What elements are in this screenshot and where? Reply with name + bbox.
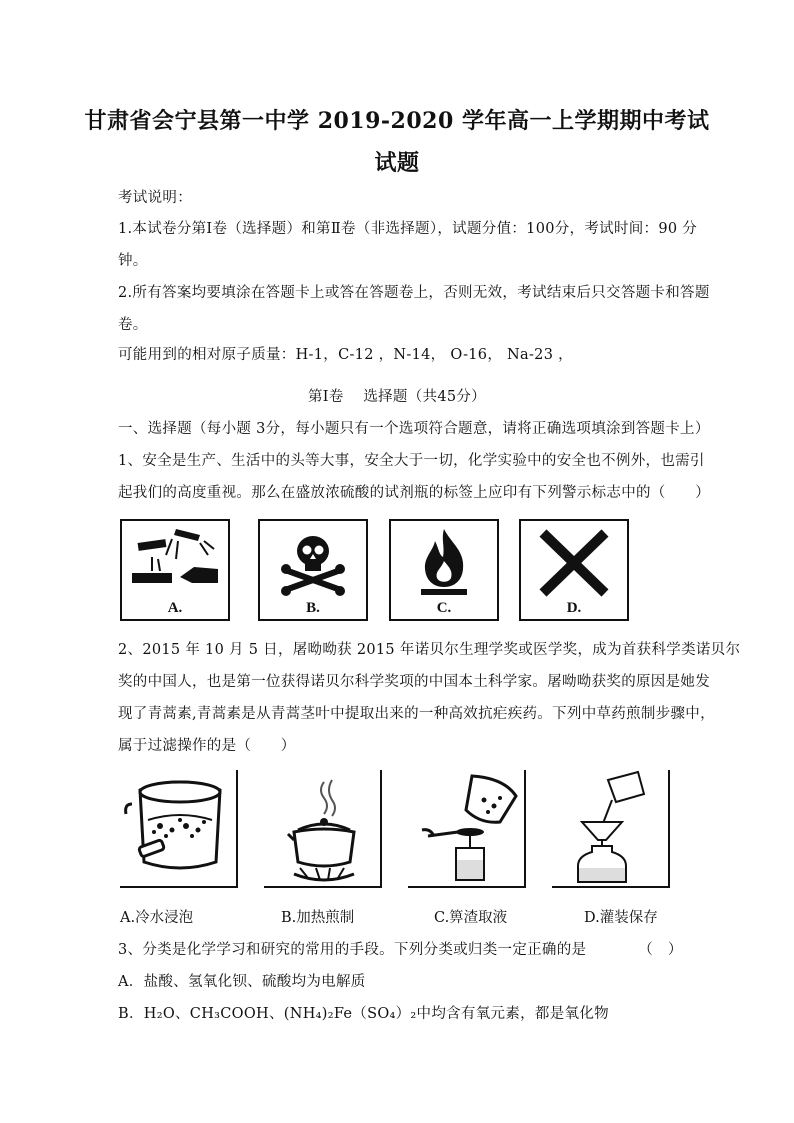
instructions-heading: 考试说明： [118, 190, 192, 206]
question-2-line1: 2、2015 年 10 月 5 日，屠呦呦获 2015 年诺贝尔生理学奖或医学奖，成为首获科学类诺贝尔 [118, 642, 741, 658]
option-c-label: C. [436, 600, 452, 616]
step-b-frame [264, 770, 382, 888]
atomic-masses: 可能用到的相对原子质量：H-1，C-12 ，N-14， O-16， Na-23 ， [118, 347, 573, 363]
step-d-frame [552, 770, 670, 888]
step-b-caption: B.加热煎制 [281, 910, 355, 926]
option-c-hazard[interactable] [389, 519, 499, 621]
instruction-2-line1: 2.所有答案均要填涂在答题卡上或答在答题卷上，否则无效，考试结束后只交答题卡和答题 [118, 285, 710, 301]
question-2-line3: 现了青蒿素,青蒿素是从青蒿茎叶中提取出来的一种高效抗疟疾药。下列中草药煎制步骤中， [118, 706, 715, 722]
question-2-line4: 属于过滤操作的是（ ） [118, 738, 296, 754]
instruction-1-line1: 1.本试卷分第Ⅰ卷（选择题）和第Ⅱ卷（非选择题），试题分值：100分，考试时间：90 分 [118, 221, 698, 237]
instruction-1-line2: 钟。 [118, 253, 148, 269]
question-3-line1: 3、分类是化学学习和研究的常用的手段。下列分类或归类一定正确的是 （ ） [118, 942, 683, 958]
step-a-caption: A.冷水浸泡 [120, 910, 194, 926]
step-d-image[interactable] [552, 770, 670, 888]
flammable-icon [391, 521, 497, 601]
part1-heading: 一、选择题（每小题 3分，每小题只有一个选项符合题意，请将正确选项填涂到答题卡上） [118, 421, 710, 437]
exam-subtitle: 试题 [374, 150, 420, 176]
corrosive-icon [122, 521, 228, 601]
question-1-line1: 1、安全是生产、生活中的头等大事，安全大于一切，化学实验中的安全也不例外，也需引 [118, 453, 705, 469]
option-a-hazard[interactable] [120, 519, 230, 621]
option-b-hazard[interactable] [258, 519, 368, 621]
step-a-image[interactable] [120, 770, 238, 888]
harmful-x-icon [521, 521, 627, 601]
exam-title: 甘肃省会宁县第一中学 2019-2020 学年高一上学期期中考试 [84, 108, 710, 134]
option-d-label: D. [566, 600, 582, 616]
question-3-option-a: A．盐酸、氢氧化钡、硫酸均为电解质 [118, 974, 366, 990]
step-b-image[interactable] [264, 770, 382, 888]
step-a-frame [120, 770, 238, 888]
step-c-caption: C.箅渣取液 [434, 910, 508, 926]
option-d-hazard[interactable] [519, 519, 629, 621]
instruction-2-line2: 卷。 [118, 317, 148, 333]
toxic-skull-icon [260, 521, 366, 601]
step-c-image[interactable] [408, 770, 526, 888]
question-3-option-b: B．H₂O、CH₃COOH、(NH₄)₂Fe（SO₄）₂中均含有氧元素，都是氧化物 [118, 1006, 609, 1022]
step-c-frame [408, 770, 526, 888]
option-a-label: A. [167, 600, 183, 616]
step-d-caption: D.灌装保存 [584, 910, 658, 926]
option-b-label: B. [306, 600, 320, 616]
question-2-line2: 奖的中国人，也是第一位获得诺贝尔科学奖项的中国本土科学家。屠呦呦获奖的原因是她发 [118, 674, 710, 690]
question-1-line2: 起我们的高度重视。那么在盛放浓硫酸的试剂瓶的标签上应印有下列警示标志中的（ ） [118, 485, 710, 501]
section1-heading: 第Ⅰ卷 选择题（共45分） [308, 389, 486, 405]
